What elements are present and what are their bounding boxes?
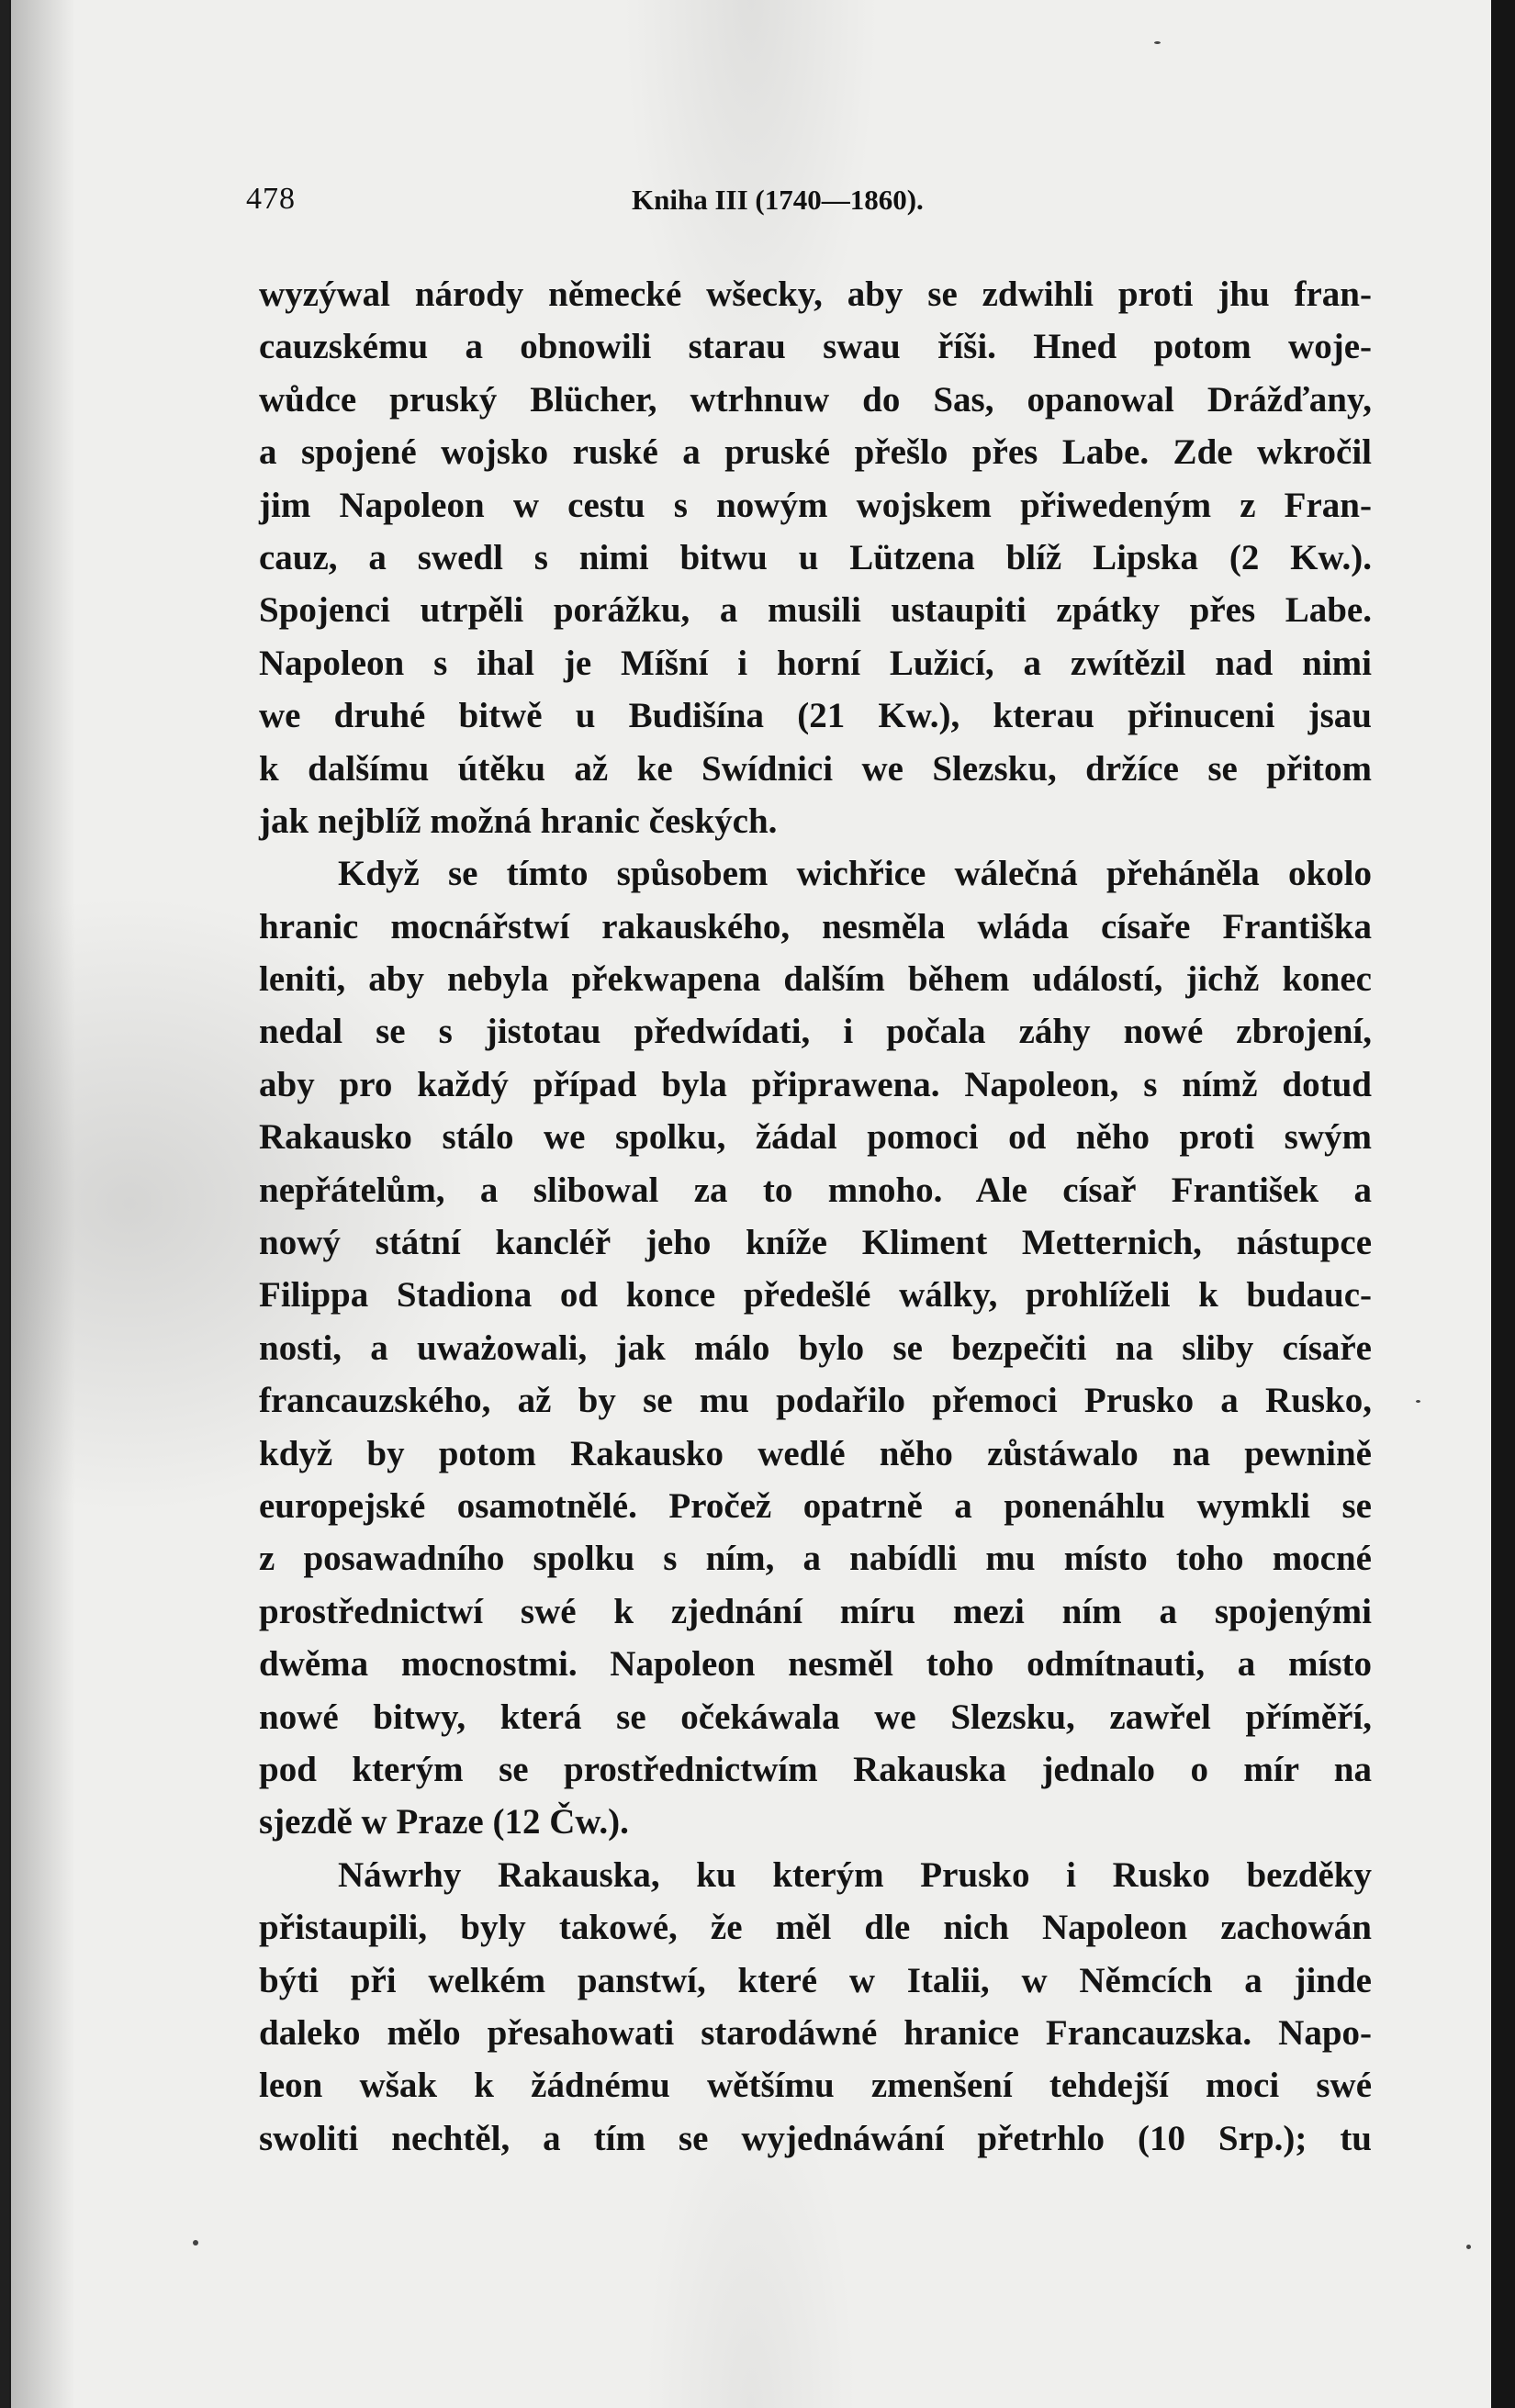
scan-edge-left bbox=[0, 0, 9, 2408]
text-line: swoliti nechtěl, a tím se wyjednáwání přetrhlo (10 Srp.); tu bbox=[259, 2118, 1372, 2158]
paper-speck bbox=[1154, 41, 1161, 44]
text-line: když by potom Rakausko wedlé něho zůstáwalo na pewnině bbox=[259, 1433, 1372, 1473]
text-line: jak nejblíž možná hranic českých. bbox=[259, 801, 778, 841]
text-line: Spojenci utrpěli porážku, a musili ustaupiti zpátky přes Labe. bbox=[259, 590, 1372, 631]
text-line: prostřednictwí swé k zjednání míru mezi ním a spojenými bbox=[259, 1591, 1372, 1631]
body-text bbox=[259, 268, 1372, 2165]
text-line: býti při welkém panstwí, které w Italii, w Němcích a jinde bbox=[259, 1960, 1372, 2000]
text-line: z posawadního spolku s ním, a nabídli mu místo toho mocné bbox=[259, 1539, 1372, 1579]
paragraph-start: Když se tímto spůsobem wichřice wálečná přeháněla okolo bbox=[338, 854, 1372, 894]
paper-speck bbox=[193, 2240, 198, 2246]
gutter-shadow bbox=[11, 0, 75, 2408]
text-line: k dalšímu útěku až ke Swídnici we Slezsku, držíce se přitom bbox=[259, 748, 1372, 789]
text-line: nepřátelům, a slibowal za to mnoho. Ale císař František a bbox=[259, 1170, 1372, 1210]
text-line: nedal se s jistotau předwídati, i počala záhy nowé zbrojení, bbox=[259, 1012, 1372, 1052]
scan-edge-right bbox=[1491, 0, 1515, 2408]
text-line: cauz, a swedl s nimi bitwu u Lützena blíž Lipska (2 Kw.). bbox=[259, 537, 1372, 577]
paper-speck bbox=[1466, 2245, 1471, 2249]
paper-speck bbox=[1416, 1400, 1420, 1403]
text-line: daleko mělo přesahowati starodáwné hranice Francauzska. Napo- bbox=[259, 2012, 1372, 2053]
text-line: we druhé bitwě u Budišína (21 Kw.), kterau přinuceni jsau bbox=[259, 696, 1372, 736]
text-line: a spojené wojsko ruské a pruské přešlo přes Labe. Zde wkročil bbox=[259, 432, 1372, 473]
text-line: wůdce pruský Blücher, wtrhnuw do Sas, opanowal Drážďany, bbox=[259, 379, 1372, 420]
text-line: Napoleon s ihal je Míšní i horní Lužicí, a zwítězil nad nimi bbox=[259, 643, 1372, 683]
running-head bbox=[246, 182, 1381, 228]
text-line: europejské osamotnělé. Pročež opatrně a ponenáhlu wymkli se bbox=[259, 1485, 1372, 1526]
paragraph-start: Náwrhy Rakauska, ku kterým Prusko i Rusko bezděky bbox=[338, 1854, 1372, 1895]
text-line: pod kterým se prostřednictwím Rakauska jednalo o mír na bbox=[259, 1749, 1372, 1789]
text-line: leon wšak k žádnému wětšímu zmenšení tehdejší moci swé bbox=[259, 2066, 1372, 2106]
text-line: cauzskému a obnowili starau swau říši. Hned potom woje- bbox=[259, 327, 1372, 367]
running-title: Kniha III (1740—1860). bbox=[632, 184, 924, 216]
page-number: 478 bbox=[246, 182, 296, 216]
book-page bbox=[11, 0, 1491, 2408]
text-line: Filippa Stadiona od konce předešlé wálky, prohlíželi k budauc- bbox=[259, 1275, 1372, 1316]
text-line: francauzského, až by se mu podařilo přemoci Prusko a Rusko, bbox=[259, 1381, 1372, 1421]
text-line: hranic mocnářstwí rakauského, nesměla wláda císaře Františka bbox=[259, 906, 1372, 946]
text-line: aby pro každý případ byla připrawena. Napoleon, s nímž dotud bbox=[259, 1064, 1372, 1104]
text-line: nowé bitwy, která se očekáwala we Slezsku, zawřel příměří, bbox=[259, 1697, 1372, 1737]
text-line: Rakausko stálo we spolku, žádal pomoci od něho proti swým bbox=[259, 1117, 1372, 1158]
text-line: nowý státní kancléř jeho kníže Kliment Metternich, nástupce bbox=[259, 1223, 1372, 1263]
text-line: přistaupili, byly takowé, že měl dle nich Napoleon zachowán bbox=[259, 1908, 1372, 1948]
text-line: jim Napoleon w cestu s nowým wojskem přiwedeným z Fran- bbox=[259, 485, 1372, 525]
text-line: sjezdě w Praze (12 Čw.). bbox=[259, 1802, 629, 1842]
text-line: leniti, aby nebyla překwapena dalším během událostí, jichž konec bbox=[259, 959, 1372, 1000]
text-line: wyzýwal národy německé wšecky, aby se zdwihli proti jhu fran- bbox=[259, 274, 1372, 314]
text-line: dwěma mocnostmi. Napoleon nesměl toho odmítnauti, a místo bbox=[259, 1644, 1372, 1685]
text-line: nosti, a uważowali, jak málo bylo se bezpečiti na sliby císaře bbox=[259, 1327, 1372, 1368]
